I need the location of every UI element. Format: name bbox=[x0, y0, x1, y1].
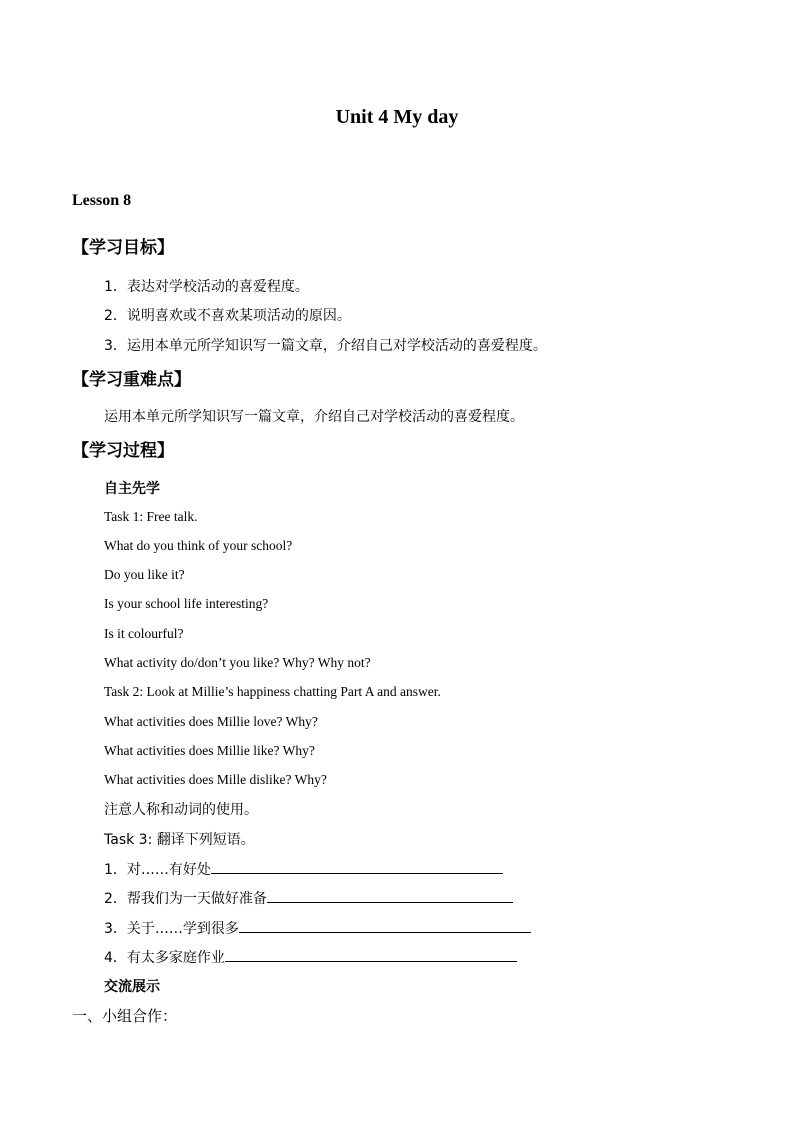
goals-heading: 【学习目标】 bbox=[72, 238, 174, 258]
task1-line-1: Task 1: Free talk. bbox=[104, 509, 198, 524]
answer-blank-3[interactable] bbox=[239, 917, 531, 933]
phrase-2 bbox=[104, 887, 513, 908]
task1-line-6: What activity do/don’t you like? Why? Why not? bbox=[104, 655, 371, 670]
phrase-4-text: 4．有太多家庭作业 bbox=[104, 950, 225, 966]
task2-line-2: What activities does Millie love? Why? bbox=[104, 714, 318, 729]
phrase-3 bbox=[104, 917, 531, 938]
task2-line-1: Task 2: Look at Millie’s happiness chatting Part A and answer. bbox=[104, 684, 441, 699]
phrase-2-text: 2．帮我们为一天做好准备 bbox=[104, 891, 267, 907]
goal-item-3: 3．运用本单元所学知识写一篇文章，介绍自己对学校活动的喜爱程度。 bbox=[104, 338, 547, 354]
task1-line-5: Is it colourful? bbox=[104, 626, 184, 641]
key-points-heading: 【学习重难点】 bbox=[72, 370, 191, 390]
note-text: 注意人称和动词的使用。 bbox=[104, 802, 258, 818]
goal-item-1: 1．表达对学校活动的喜爱程度。 bbox=[104, 279, 309, 295]
lesson-label: Lesson 8 bbox=[72, 192, 132, 209]
task2-line-3: What activities does Millie like? Why? bbox=[104, 743, 315, 758]
process-heading: 【学习过程】 bbox=[72, 441, 174, 461]
group-work-label: 一、小组合作： bbox=[72, 1007, 178, 1025]
task3-title: Task 3: 翻译下列短语。 bbox=[104, 832, 255, 848]
phrase-4 bbox=[104, 946, 517, 967]
key-points-text: 运用本单元所学知识写一篇文章，介绍自己对学校活动的喜爱程度。 bbox=[104, 409, 524, 425]
answer-blank-2[interactable] bbox=[267, 887, 513, 903]
goal-item-2: 2．说明喜欢或不喜欢某项活动的原因。 bbox=[104, 308, 351, 324]
self-study-label: 自主先学 bbox=[104, 481, 160, 497]
answer-blank-1[interactable] bbox=[211, 858, 503, 874]
page-title: Unit 4 My day bbox=[335, 106, 459, 128]
phrase-1-text: 1．对……有好处 bbox=[104, 862, 211, 878]
task1-line-4: Is your school life interesting? bbox=[104, 596, 269, 611]
task2-line-4: What activities does Mille dislike? Why? bbox=[104, 772, 327, 787]
exchange-label: 交流展示 bbox=[104, 979, 160, 995]
phrase-3-text: 3．关于……学到很多 bbox=[104, 921, 239, 937]
task1-line-2: What do you think of your school? bbox=[104, 538, 293, 553]
phrase-1 bbox=[104, 858, 503, 879]
task1-line-3: Do you like it? bbox=[104, 567, 185, 582]
answer-blank-4[interactable] bbox=[225, 946, 517, 962]
